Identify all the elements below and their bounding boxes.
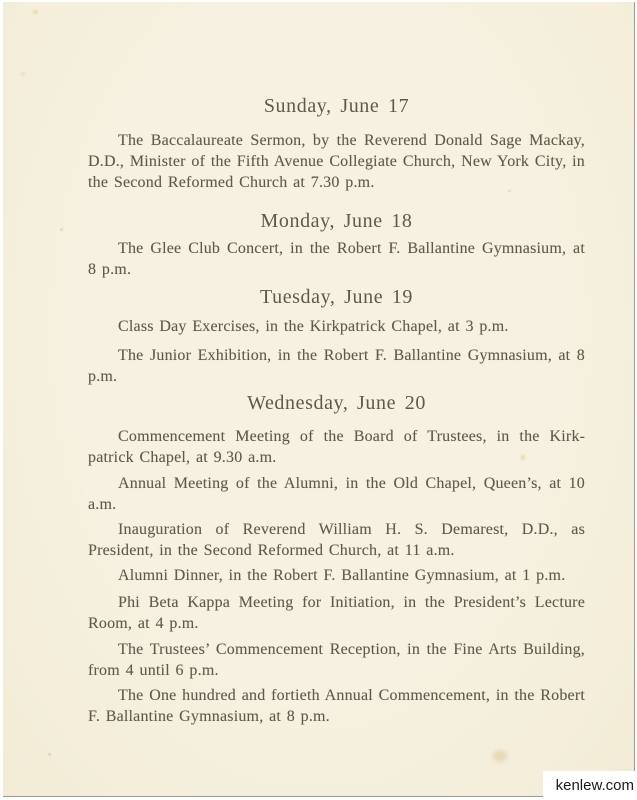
day-heading-wednesday: Wednesday, June 20 (247, 392, 426, 414)
event-paragraph-trustees-reception: The Trustees’ Commencement Reception, in the Fine Arts Building, from 4 until 6 p.m. (88, 641, 585, 679)
event-paragraph-junior-exhibition: The Junior Exhibition, in the Robert F. Ballantine Gymnasium, at 8 p.m. (88, 347, 585, 385)
event-paragraph-trustees-meeting: Commencement Meeting of the Board of Trustees, in the Kirkpatrick Chapel, at 9.30 a.m. (88, 428, 585, 466)
paper-stain (33, 10, 38, 14)
event-paragraph-annual-commencement: The One hundred and fortieth Annual Commencement, in the Robert F. Ballantine Gymnasium, at 8 p.m. (88, 687, 585, 725)
event-paragraph-inauguration: Inauguration of Reverend William H. S. Demarest, D.D., as President, in the Second Reformed Church, at 11 a.m. (88, 521, 585, 559)
watermark-text: kenlew.com (555, 777, 634, 794)
paper-stain (48, 753, 51, 756)
day-heading-tuesday: Tuesday, June 19 (259, 286, 413, 308)
paper-stain (60, 228, 63, 231)
event-paragraph-phi-beta-kappa: Phi Beta Kappa Meeting for Initiation, in the President’s Lecture Room, at 4 p.m. (88, 594, 585, 632)
event-paragraph-alumni-dinner: Alumni Dinner, in the Robert F. Ballantine Gymnasium, at 1 p.m. (118, 567, 566, 584)
scanned-page (3, 2, 635, 797)
event-paragraph-class-day-exercises: Class Day Exercises, in the Kirkpatrick Chapel, at 3 p.m. (118, 318, 509, 335)
paper-stain (493, 750, 507, 762)
day-heading-sunday: Sunday, June 17 (263, 95, 410, 117)
day-heading-monday: Monday, June 18 (260, 210, 413, 232)
event-paragraph-baccalaureate-sermon: The Baccalaureate Sermon, by the Reverend Donald Sage Mackay, D.D., Minister of the Fifth Avenue Collegiate Church, New York City, in the Second Reformed Church at 7.30 p.m. (88, 132, 585, 191)
program-text-block (88, 2, 585, 727)
event-paragraph-alumni-meeting: Annual Meeting of the Alumni, in the Old Chapel, Queen’s, at 10 a.m. (88, 475, 585, 513)
event-paragraph-glee-club-concert: The Glee Club Concert, in the Robert F. Ballantine Gymnasium, at 8 p.m. (88, 240, 585, 278)
paper-stain (21, 72, 25, 76)
watermark-strip (543, 771, 637, 800)
